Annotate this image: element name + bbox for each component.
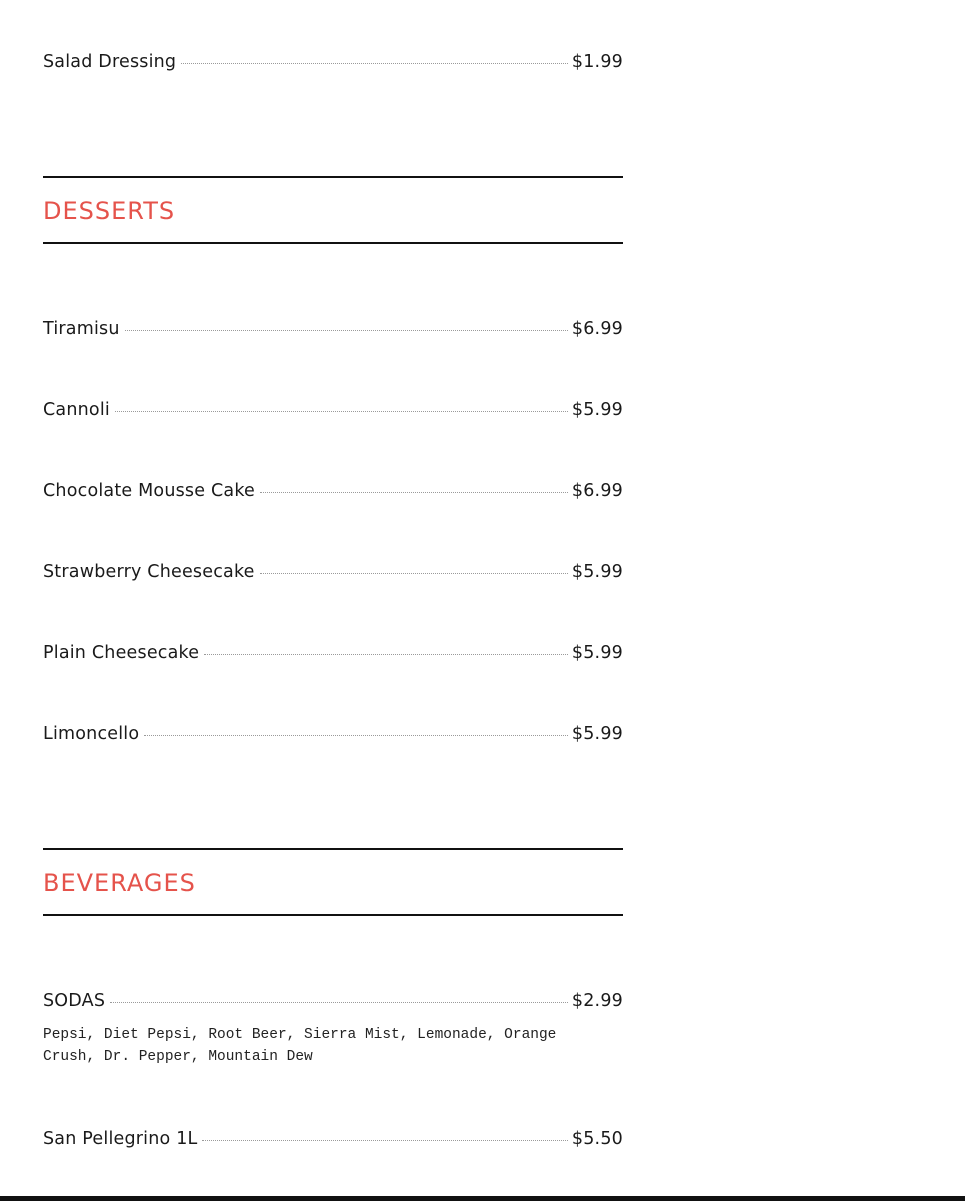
menu-item-price: $1.99: [571, 52, 623, 72]
menu-item-name: Cannoli: [43, 400, 110, 420]
dot-leader: [115, 411, 568, 412]
menu-item-tiramisu: [43, 318, 623, 340]
menu-item-price: $5.99: [571, 724, 623, 744]
menu-item-price: $6.99: [571, 319, 623, 339]
menu-item-name: Salad Dressing: [43, 52, 177, 72]
menu-item-price: $5.99: [571, 400, 623, 420]
menu-item-price: $2.99: [571, 991, 623, 1011]
dot-leader: [125, 330, 568, 331]
bottom-border: [0, 1196, 965, 1201]
menu-item-name: Strawberry Cheesecake: [43, 562, 255, 582]
menu-item-name: Tiramisu: [43, 319, 120, 339]
menu-item-name: SODAS: [43, 991, 106, 1011]
menu-item-plain-cheesecake: [43, 642, 623, 664]
dot-leader: [202, 1140, 567, 1141]
menu-item-limoncello: [43, 723, 623, 745]
menu-item-price: $5.99: [571, 643, 623, 663]
dot-leader: [260, 573, 568, 574]
section-header-beverages: [43, 848, 623, 916]
dot-leader: [110, 1002, 568, 1003]
menu-item-price: $5.99: [571, 562, 623, 582]
menu-item-price: $5.50: [571, 1129, 623, 1149]
menu-item-chocolate-mousse-cake: [43, 480, 623, 502]
dot-leader: [144, 735, 568, 736]
section-title: DESSERTS: [43, 197, 176, 225]
dot-leader: [260, 492, 568, 493]
menu-item-san-pellegrino: [43, 1128, 623, 1150]
section-header-desserts: [43, 176, 623, 244]
menu-item-name: Chocolate Mousse Cake: [43, 481, 256, 501]
menu-item-name: Limoncello: [43, 724, 140, 744]
dot-leader: [204, 654, 568, 655]
menu-item-price: $6.99: [571, 481, 623, 501]
menu-item-name: San Pellegrino 1L: [43, 1129, 198, 1149]
menu-item-cannoli: [43, 399, 623, 421]
menu-item-strawberry-cheesecake: [43, 561, 623, 583]
menu-item-description: Pepsi, Diet Pepsi, Root Beer, Sierra Mist, Lemonade, Orange Crush, Dr. Pepper, Mountain Dew: [43, 1027, 557, 1065]
dot-leader: [181, 63, 568, 64]
menu-item-salad-dressing: [43, 51, 623, 73]
menu-item-name: Plain Cheesecake: [43, 643, 200, 663]
section-title: BEVERAGES: [43, 869, 196, 897]
menu-item-sodas: [43, 990, 623, 1068]
